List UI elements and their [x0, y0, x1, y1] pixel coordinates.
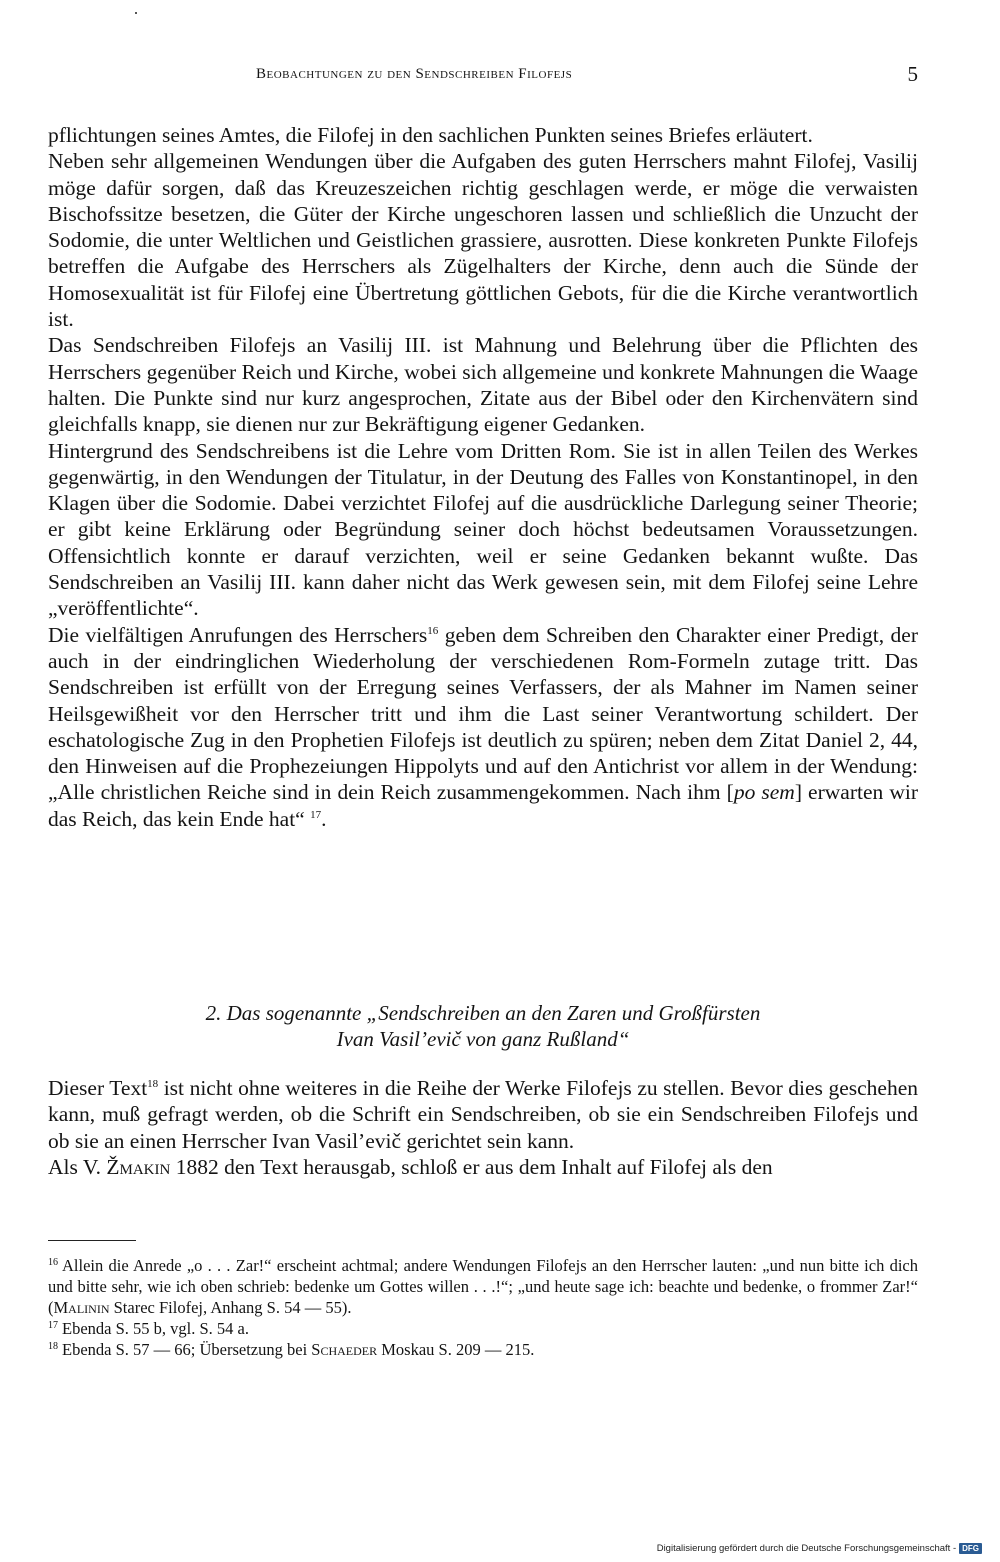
scan-speck — [135, 12, 137, 14]
page-number: 5 — [907, 62, 918, 86]
body-text — [48, 122, 918, 832]
text-run: geben dem Schreiben den Charakter einer Predigt, der auch in der eindringlichen Wiederholung der verschiedenen Rom-Formeln zutage tritt. Das Sendschreiben ist erfüllt von der Erregung seines Verfassers, der als Mahner im Namen seiner Heilsgewißheit vor den Herrscher tritt und ihm die Last seiner Verantwortung schildert. Der eschatologische Zug in den Prophetien Filofejs ist deutlich zu spüren; neben dem Zitat Daniel 2, 44, den Hinweisen auf die Prophezeiungen Hippolyts und auf den Antichrist vor allem in der Wendung: „Alle christlichen Reiche sind in dein Reich zusammengekommen. Nach ihm [ — [48, 622, 918, 805]
footnote-number: 17 — [48, 1319, 58, 1331]
footnote-text: Ebenda S. 55 b, vgl. S. 54 a. — [62, 1319, 249, 1338]
section-heading — [48, 1000, 918, 1052]
text-run: ist nicht ohne weiteres in die Reihe der Werke Filofejs zu stellen. Bevor dies geschehen kann, muß gefragt werden, ob die Schrift ein Sendschreiben, ob sie ein Sendschreiben Filofejs und ob sie an einen Herrscher Ivan Vasil’evič gerichtet sein kann. — [48, 1076, 918, 1153]
paragraph — [48, 1075, 918, 1154]
text-run: 1882 den Text herausgab, schloß er aus dem Inhalt auf Filofej als den — [170, 1154, 773, 1179]
body-text-2 — [48, 1075, 918, 1180]
text-run: Als V. — [48, 1154, 107, 1179]
page-header — [48, 64, 918, 94]
footnote-text: Allein die Anrede „o . . . Zar!“ erscheint achtmal; andere Wendungen Filofejs an den Herrscher lauten: „und nun bitte ich dich und bitte sehr, wie ich oben schrieb: bedenke um Gottes willen . . .!“; „und heute sage ich: beachte und bedenke, o frommer Zar!“ ( — [48, 1256, 918, 1317]
footnote-text: Moskau S. 209 — 215. — [377, 1340, 535, 1359]
dfg-logo-icon[interactable]: DFG — [959, 1543, 982, 1554]
footnote-18 — [48, 1339, 918, 1360]
footnote-ref-18[interactable]: 18 — [147, 1077, 159, 1090]
footnotes — [48, 1255, 918, 1360]
footnote-16 — [48, 1255, 918, 1318]
italic-text: po sem — [733, 780, 795, 805]
footnote-ref-16[interactable]: 16 — [427, 624, 439, 637]
text-run: . — [321, 806, 327, 831]
author-name: Schaeder — [311, 1340, 378, 1359]
funding-credit — [657, 1543, 982, 1554]
paragraph: Hintergrund des Sendschreibens ist die Lehre vom Dritten Rom. Sie ist in allen Teilen des Werkes gegenwärtig, in den Wendungen der Titulatur, in der Deutung des Falles von Konstantinopel, in den Klagen über die Sodomie. Dabei verzichtet Filofej auf die ausdrückliche Darlegung seiner Theorie; er gibt keine Erklärung oder Begründung seiner doch höchst bedeutsamen Voraussetzungen. Offensichtlich konnte er darauf verzichten, weil er seine Gedanken bekannt wußte. Das Sendschreiben an Vasilij III. kann daher nicht das Werk gewesen sein, mit dem Filofej seine Lehre „veröffentlichte“. — [48, 438, 918, 621]
paragraph — [48, 622, 918, 832]
text-run: ] erwarten wir das Reich, das kein Ende hat“ — [48, 780, 918, 831]
footnote-number: 18 — [48, 1340, 58, 1352]
credit-text: Digitalisierung gefördert durch die Deutsche Forschungsgemeinschaft - — [656, 1543, 957, 1554]
paragraph: Das Sendschreiben Filofejs an Vasilij III. ist Mahnung und Belehrung über die Pflichten des Herrschers gegenüber Reich und Kirche, wobei sich allgemeine und konkrete Mahnungen die Waage halten. Die Punkte sind nur kurz angesprochen, Zitate aus der Bibel oder den Kirchenvätern sind gleichfalls knapp, sie dienen nur zur Bekräftigung eigener Gedanken. — [48, 333, 918, 437]
author-name: Malinin — [53, 1298, 110, 1317]
footnote-17 — [48, 1318, 918, 1339]
running-title: Beobachtungen zu den Sendschreiben Filofejs — [256, 66, 573, 82]
paragraph: Neben sehr allgemeinen Wendungen über die Aufgaben des guten Herrschers mahnt Filofej, Vasilij möge dafür sorgen, daß das Kreuzeszeichen richtig geschlagen werde, er möge die verwaisten Bischofssitze besetzen, die Güter der Kirche ungeschoren lassen und schließlich die Unzucht der Sodomie, die unter Weltlichen und Geistlichen grassiere, ausrotten. Diese konkreten Punkte Filofejs betreffen die Aufgabe des Herrschers als Zügelhalters der Kirche, denn auch die Sünde der Homosexualität ist für Filofej eine Übertretung göttlichen Gebots, für die die Kirche verantwortlich ist. — [48, 149, 918, 332]
footnote-rule — [48, 1240, 136, 1241]
text-run: Dieser Text — [48, 1076, 148, 1100]
footnote-number: 16 — [48, 1256, 58, 1268]
paragraph — [48, 1154, 918, 1180]
footnote-text: Ebenda S. 57 — 66; Übersetzung bei — [62, 1340, 312, 1359]
text-run: Die vielfältigen Anrufungen des Herrschers — [48, 622, 428, 647]
heading-line-2: Ivan Vasil’evič von ganz Rußland“ — [336, 1027, 630, 1051]
author-name: Žmakin — [106, 1154, 171, 1179]
paragraph: pflichtungen seines Amtes, die Filofej in den sachlichen Punkten seines Briefes erläutert. — [48, 123, 813, 147]
heading-line-1: 2. Das sogenannte „Sendschreiben an den Zaren und Großfürsten — [205, 1001, 761, 1025]
footnote-ref-17[interactable]: 17 — [310, 808, 322, 821]
footnote-text: Starec Filofej, Anhang S. 54 — 55). — [109, 1298, 352, 1317]
